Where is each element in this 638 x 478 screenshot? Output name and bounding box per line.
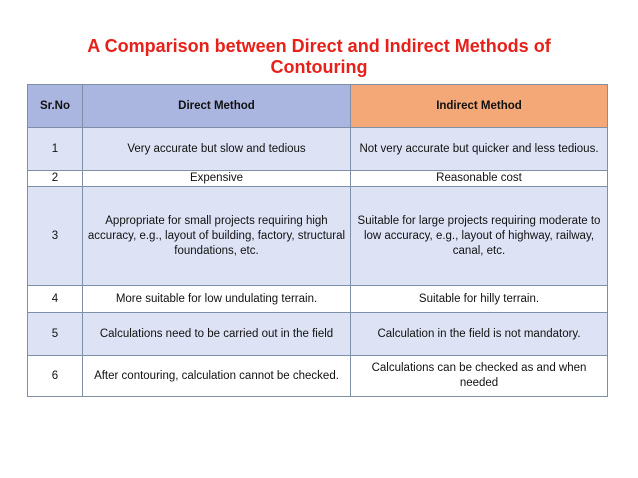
cell-indirect: Calculation in the field is not mandatory. (351, 313, 608, 356)
cell-direct: Expensive (83, 171, 351, 187)
cell-sr-no: 4 (28, 286, 83, 313)
cell-indirect: Suitable for large projects requiring moderate to low accuracy, e.g., layout of highway, railway, canal, etc. (351, 187, 608, 286)
table-row (28, 286, 608, 313)
comparison-table (27, 84, 608, 397)
cell-direct: More suitable for low undulating terrain. (83, 286, 351, 313)
cell-sr-no: 1 (28, 128, 83, 171)
cell-sr-no: 5 (28, 313, 83, 356)
cell-indirect: Not very accurate but quicker and less tedious. (351, 128, 608, 171)
title-line-2: Contouring (270, 57, 368, 77)
page-title (0, 36, 638, 78)
table-row (28, 171, 608, 187)
table-row (28, 313, 608, 356)
table-row (28, 187, 608, 286)
cell-indirect: Reasonable cost (351, 171, 608, 187)
cell-direct: After contouring, calculation cannot be checked. (83, 356, 351, 397)
cell-sr-no: 6 (28, 356, 83, 397)
cell-direct: Appropriate for small projects requiring high accuracy, e.g., layout of building, factory, structural foundations, etc. (83, 187, 351, 286)
table-header-row (28, 85, 608, 128)
cell-direct: Very accurate but slow and tedious (83, 128, 351, 171)
cell-direct: Calculations need to be carried out in the field (83, 313, 351, 356)
cell-indirect: Calculations can be checked as and when needed (351, 356, 608, 397)
title-line-1: A Comparison between Direct and Indirect Methods of (87, 36, 551, 56)
cell-sr-no: 3 (28, 187, 83, 286)
header-indirect-method: Indirect Method (351, 85, 608, 128)
header-direct-method: Direct Method (83, 85, 351, 128)
cell-sr-no: 2 (28, 171, 83, 187)
table-row (28, 128, 608, 171)
header-sr-no: Sr.No (28, 85, 83, 128)
cell-indirect: Suitable for hilly terrain. (351, 286, 608, 313)
table-row (28, 356, 608, 397)
